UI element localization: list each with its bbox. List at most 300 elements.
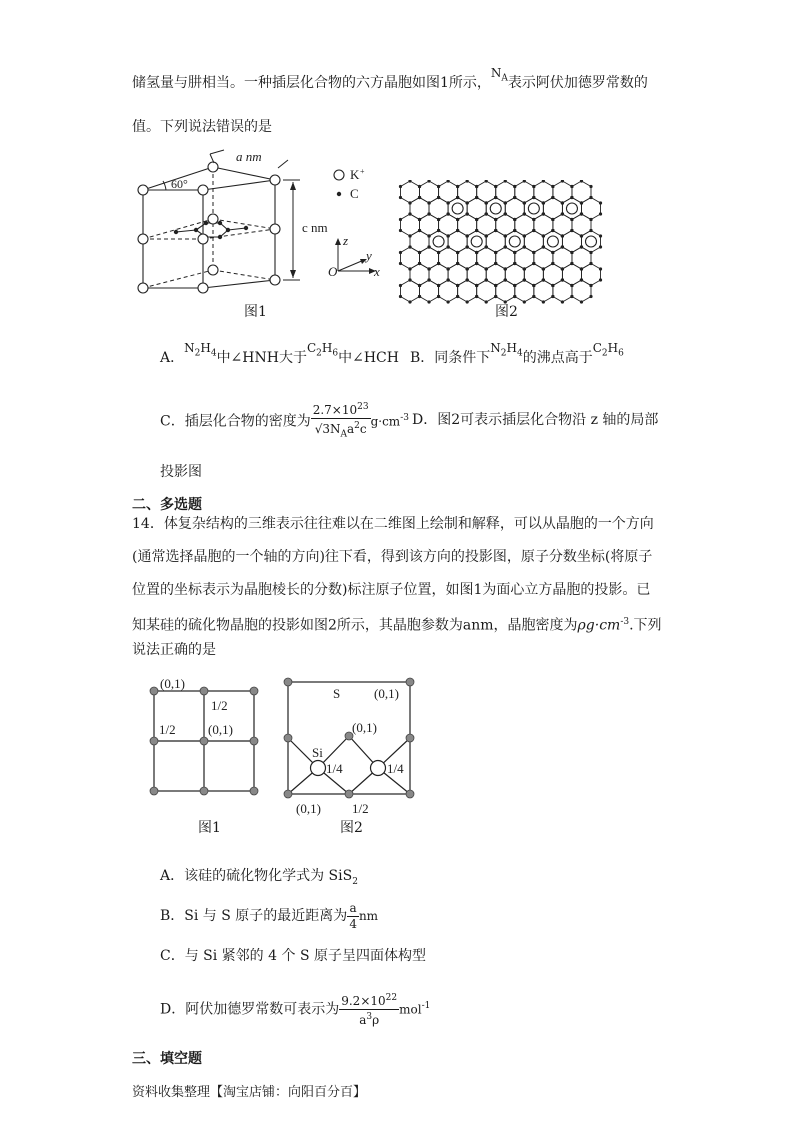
carbon-atom xyxy=(513,284,516,287)
q13-fig2-caption: 图2 xyxy=(495,304,518,320)
carbon-atom xyxy=(408,201,411,204)
label-s: S xyxy=(333,686,341,701)
hex-cell xyxy=(429,198,448,220)
carbon-atom xyxy=(437,196,440,199)
carbon-atom xyxy=(494,251,497,254)
q14-option-b[interactable]: B．Si 与 S 原子的最近距离为 $\frac{a}{4}$ nm xyxy=(160,900,379,931)
distance-fraction: $\frac{a}{4}$ xyxy=(349,900,357,931)
carbon-atom xyxy=(485,201,488,204)
carbon-atom xyxy=(437,262,440,265)
carbon-atom xyxy=(494,196,497,199)
hex-cell xyxy=(448,264,467,286)
axis-y: y xyxy=(366,248,372,263)
carbon-atom xyxy=(427,300,430,303)
carbon-atom xyxy=(523,300,526,303)
carbon-atom xyxy=(504,278,507,281)
hex-cell xyxy=(496,214,515,236)
carbon-atom xyxy=(456,262,459,265)
hex-cell xyxy=(496,181,515,203)
carbon-atom xyxy=(570,251,573,254)
carbon-atom xyxy=(551,251,554,254)
carbon-atom xyxy=(523,180,526,183)
carbon-atom xyxy=(542,212,545,215)
carbon-atom xyxy=(408,212,411,215)
carbon-atom xyxy=(408,300,411,303)
hex-cell xyxy=(534,214,553,236)
a-nm-label: a nm xyxy=(236,149,262,164)
q13-line2: 值。下列说法错误的是 xyxy=(132,119,272,135)
carbon-atom xyxy=(475,262,478,265)
label-01-top: (0,1) xyxy=(160,676,185,691)
hex-cell xyxy=(515,181,534,203)
label-half-bottom: 1/2 xyxy=(352,801,369,816)
carbon-atom xyxy=(589,185,592,188)
legend-k-sup: + xyxy=(360,167,365,176)
hex-cell xyxy=(420,280,439,302)
label-01-topright: (0,1) xyxy=(374,686,399,701)
q14-option-a[interactable]: A．该硅的硫化物化学式为 SiS$_2$ xyxy=(160,868,358,887)
carbon-atom xyxy=(418,251,421,254)
carbon-atom xyxy=(418,295,421,298)
carbon-atom xyxy=(408,234,411,237)
hex-cell xyxy=(410,264,429,286)
carbon-atom xyxy=(466,212,469,215)
carbon-atom xyxy=(542,234,545,237)
carbon-atom xyxy=(551,185,554,188)
carbon-atom xyxy=(532,262,535,265)
carbon-atom xyxy=(570,196,573,199)
q13-option-a[interactable]: A．$N_2H_4$中∠HNH大于$C_2H_6$中∠HCH xyxy=(160,341,399,366)
hex-cell xyxy=(572,214,591,236)
q13-fig1-hex-cell xyxy=(128,148,388,323)
hex-cell xyxy=(420,214,439,236)
carbon-atom xyxy=(447,234,450,237)
carbon-atom xyxy=(427,201,430,204)
hex-cell xyxy=(439,247,458,269)
angle-label: 60° xyxy=(171,177,188,191)
carbon-atom xyxy=(447,245,450,248)
carbon-atom xyxy=(542,180,545,183)
carbon-atom xyxy=(485,180,488,183)
hex-cell xyxy=(581,198,600,220)
hex-cell xyxy=(543,264,562,286)
label-half-left: 1/2 xyxy=(159,722,176,737)
carbon-atom xyxy=(485,267,488,270)
carbon-atom xyxy=(456,196,459,199)
q14-option-c[interactable]: C．与 Si 紧邻的 4 个 S 原子呈四面体构型 xyxy=(160,948,426,964)
carbon-atom xyxy=(570,218,573,221)
carbon-atom xyxy=(513,229,516,232)
hex-cell xyxy=(505,198,524,220)
carbon-atom xyxy=(551,218,554,221)
carbon-atom xyxy=(504,212,507,215)
carbon-atom xyxy=(466,300,469,303)
label-quarter-right: 1/4 xyxy=(387,761,404,776)
q14-fig2-sis-projection xyxy=(280,670,420,820)
carbon-atom xyxy=(447,278,450,281)
carbon-atom xyxy=(580,180,583,183)
density-fraction: $\frac{2.7\times 10^{23}}{√3N_Aa^2c}$ xyxy=(312,402,369,440)
carbon-atom xyxy=(513,262,516,265)
hex-cell xyxy=(400,280,419,302)
carbon-atom xyxy=(475,196,478,199)
hex-cell xyxy=(410,231,429,253)
potassium-ion xyxy=(433,236,444,247)
carbon-atom xyxy=(456,284,459,287)
carbon-atom xyxy=(447,201,450,204)
hex-cell xyxy=(477,214,496,236)
hex-cell xyxy=(477,247,496,269)
hex-cell xyxy=(496,247,515,269)
carbon-atom xyxy=(399,196,402,199)
hex-cell xyxy=(524,264,543,286)
carbon-atom xyxy=(580,267,583,270)
carbon-atom xyxy=(399,218,402,221)
hex-cell xyxy=(572,181,591,203)
hex-cell xyxy=(486,264,505,286)
hex-cell xyxy=(562,231,581,253)
q13-option-c[interactable]: C．插层化合物的密度为 $\frac{2.7\times 10^{23}}{√3N_Aa^2c}$ $g\cdot cm^{-3}$ xyxy=(160,396,409,440)
q13-option-d[interactable]: D．图2可表示插层化合物沿 z 轴的局部 xyxy=(412,412,659,428)
hex-cell xyxy=(467,264,486,286)
carbon-atom xyxy=(523,245,526,248)
footer-text: 资料收集整理【淘宝店铺：向阳百分百】 xyxy=(132,1085,367,1100)
hex-cell xyxy=(553,214,572,236)
carbon-atom xyxy=(437,284,440,287)
hex-cell xyxy=(400,181,419,203)
carbon-atom xyxy=(485,212,488,215)
carbon-atom xyxy=(485,245,488,248)
hex-cell xyxy=(439,280,458,302)
hex-cell xyxy=(553,247,572,269)
hex-cell xyxy=(553,181,572,203)
carbon-atom xyxy=(494,295,497,298)
carbon-atom xyxy=(475,218,478,221)
q14-line3: 位置的坐标表示为晶胞棱长的分数)标注原子位置，如图1为面心立方晶胞的投影。已 xyxy=(132,582,651,598)
hex-cell xyxy=(477,280,496,302)
q14-fig1-fcc-projection xyxy=(145,676,270,806)
carbon-atom xyxy=(437,185,440,188)
carbon-atom xyxy=(570,295,573,298)
q14-line4: 知某硅的硫化物晶胞的投影如图2所示，其晶胞参数为anm，晶胞密度为$\rho g\cdot cm^{-3}$.下列 xyxy=(132,617,662,634)
carbon-atom xyxy=(523,212,526,215)
potassium-ion xyxy=(452,203,463,214)
carbon-atom xyxy=(570,229,573,232)
carbon-atom xyxy=(485,278,488,281)
carbon-atom xyxy=(589,295,592,298)
carbon-atom xyxy=(466,278,469,281)
carbon-atom xyxy=(447,212,450,215)
carbon-atom xyxy=(399,229,402,232)
carbon-atom xyxy=(494,284,497,287)
carbon-atom xyxy=(599,267,602,270)
carbon-atom xyxy=(532,295,535,298)
hex-cell xyxy=(486,231,505,253)
hex-cell xyxy=(400,214,419,236)
section3-title: 三、填空题 xyxy=(132,1051,202,1067)
carbon-atom xyxy=(466,245,469,248)
carbon-atom xyxy=(551,295,554,298)
q14-line2: (通常选择晶胞的一个轴的方向)往下看，得到该方向的投影图，原子分数坐标(将原子 xyxy=(132,549,653,565)
q13-fig1-caption: 图1 xyxy=(244,304,267,320)
carbon-atom xyxy=(456,185,459,188)
hex-cell xyxy=(515,247,534,269)
carbon-atom xyxy=(427,234,430,237)
hex-cell xyxy=(439,181,458,203)
carbon-atom xyxy=(561,300,564,303)
carbon-atom xyxy=(532,185,535,188)
potassium-ion xyxy=(547,236,558,247)
carbon-atom xyxy=(408,245,411,248)
carbon-atom xyxy=(523,234,526,237)
carbon-atom xyxy=(504,245,507,248)
hex-cell xyxy=(458,214,477,236)
q14-line5: 说法正确的是 xyxy=(132,642,216,658)
legend-k: K xyxy=(350,167,360,182)
carbon-atom xyxy=(475,229,478,232)
carbon-atom xyxy=(561,267,564,270)
label-01-bottom: (0,1) xyxy=(296,801,321,816)
carbon-atom xyxy=(580,245,583,248)
hex-cell xyxy=(572,280,591,302)
carbon-atom xyxy=(399,262,402,265)
carbon-atom xyxy=(589,284,592,287)
carbon-atom xyxy=(589,196,592,199)
carbon-atom xyxy=(580,212,583,215)
axis-x: x xyxy=(374,264,380,279)
hex-cell xyxy=(524,231,543,253)
potassium-ion xyxy=(566,203,577,214)
potassium-ion xyxy=(490,203,501,214)
carbon-atom xyxy=(475,284,478,287)
carbon-atom xyxy=(418,229,421,232)
axis-o: O xyxy=(328,264,338,279)
carbon-atom xyxy=(561,234,564,237)
carbon-atom xyxy=(551,229,554,232)
carbon-atom xyxy=(466,234,469,237)
carbon-atom xyxy=(504,201,507,204)
carbon-atom xyxy=(475,185,478,188)
carbon-atom xyxy=(494,218,497,221)
carbon-atom xyxy=(599,245,602,248)
hex-cell xyxy=(458,181,477,203)
carbon-atom xyxy=(418,196,421,199)
potassium-ion xyxy=(509,236,520,247)
carbon-atom xyxy=(494,262,497,265)
carbon-atom xyxy=(580,278,583,281)
si-atom-left xyxy=(311,761,326,776)
carbon-atom xyxy=(456,251,459,254)
carbon-atom xyxy=(408,278,411,281)
hex-cell xyxy=(458,247,477,269)
carbon-atom xyxy=(532,196,535,199)
carbon-atom xyxy=(532,284,535,287)
hex-cell xyxy=(410,198,429,220)
carbon-atom xyxy=(456,229,459,232)
carbon-atom xyxy=(399,185,402,188)
carbon-atom xyxy=(589,262,592,265)
hex-cell xyxy=(553,280,572,302)
hex-cell xyxy=(429,264,448,286)
carbon-atom xyxy=(427,180,430,183)
k-legend-icon xyxy=(334,170,344,180)
c-legend-icon xyxy=(337,192,341,196)
carbon-atom xyxy=(485,234,488,237)
carbon-atom xyxy=(589,229,592,232)
carbon-atom xyxy=(551,284,554,287)
carbon-atom xyxy=(561,245,564,248)
carbon-atom xyxy=(532,229,535,232)
carbon-atom xyxy=(551,196,554,199)
carbon-atom xyxy=(599,278,602,281)
hex-cell xyxy=(448,231,467,253)
q13-option-b[interactable]: B．同条件下$N_2H_4$的沸点高于$C_2H_6$ xyxy=(410,341,624,366)
carbon-atom xyxy=(599,234,602,237)
carbon-atom xyxy=(561,212,564,215)
carbon-atom xyxy=(418,262,421,265)
hex-cell xyxy=(420,247,439,269)
carbon-atom xyxy=(599,212,602,215)
carbon-atom xyxy=(532,218,535,221)
hex-cell xyxy=(515,214,534,236)
carbon-atom xyxy=(418,284,421,287)
carbon-atom xyxy=(427,212,430,215)
carbon-atom xyxy=(513,218,516,221)
label-01-mid: (0,1) xyxy=(352,720,377,735)
carbon-atom xyxy=(542,245,545,248)
carbon-atom xyxy=(523,201,526,204)
carbon-atom xyxy=(570,284,573,287)
carbon-atom xyxy=(561,180,564,183)
carbon-atom xyxy=(504,267,507,270)
carbon-atom xyxy=(466,201,469,204)
hex-cell xyxy=(496,280,515,302)
carbon-atom xyxy=(447,267,450,270)
hex-cell xyxy=(515,280,534,302)
carbon-atom xyxy=(408,180,411,183)
q14-option-d[interactable]: D．阿伏加德罗常数可表示为 $\frac{9.2\times 10^{22}}{a^3\rho}$ mol$^{-1}$ xyxy=(160,993,431,1028)
carbon-atom xyxy=(456,218,459,221)
label-half-right: 1/2 xyxy=(211,698,228,713)
hex-cell xyxy=(534,247,553,269)
q13-line1: 储氢量与肼相当。一种插层化合物的六方晶胞如图1所示，$N_A$表示阿伏加德罗常数的 xyxy=(132,66,648,91)
carbon-atom xyxy=(542,267,545,270)
carbon-atom xyxy=(570,185,573,188)
hex-cell xyxy=(467,198,486,220)
carbon-atom xyxy=(513,185,516,188)
carbon-atom xyxy=(456,295,459,298)
carbon-atom xyxy=(485,300,488,303)
q14-fig1-caption: 图1 xyxy=(198,820,221,836)
potassium-ion xyxy=(585,236,596,247)
hex-cell xyxy=(534,181,553,203)
hex-cell xyxy=(572,247,591,269)
hex-cell xyxy=(439,214,458,236)
carbon-atom xyxy=(399,284,402,287)
carbon-atom xyxy=(513,251,516,254)
carbon-atom xyxy=(475,295,478,298)
carbon-atom xyxy=(542,278,545,281)
carbon-atom xyxy=(542,300,545,303)
carbon-atom xyxy=(580,201,583,204)
potassium-ion xyxy=(471,236,482,247)
carbon-atom xyxy=(570,262,573,265)
hex-cell xyxy=(505,264,524,286)
carbon-atom xyxy=(523,278,526,281)
label-si: Si xyxy=(312,745,323,760)
carbon-atom xyxy=(494,229,497,232)
carbon-atom xyxy=(523,267,526,270)
carbon-atom xyxy=(447,180,450,183)
carbon-atom xyxy=(427,278,430,281)
carbon-atom xyxy=(399,295,402,298)
carbon-atom xyxy=(466,180,469,183)
carbon-atom xyxy=(437,251,440,254)
carbon-atom xyxy=(589,251,592,254)
si-atom-right xyxy=(371,761,386,776)
hex-cell xyxy=(543,198,562,220)
q14-fig2-caption: 图2 xyxy=(340,820,363,836)
label-quarter-left: 1/4 xyxy=(326,761,343,776)
carbon-atom xyxy=(408,267,411,270)
carbon-atom xyxy=(551,262,554,265)
carbon-atom xyxy=(494,185,497,188)
hex-cell xyxy=(420,181,439,203)
q14-line1: 14．体复杂结构的三维表示往往难以在二维图上绘制和解释，可以从晶胞的一个方向 xyxy=(132,516,654,532)
carbon-atom xyxy=(589,218,592,221)
axis-z: z xyxy=(343,233,349,248)
carbon-atom xyxy=(427,267,430,270)
na-symbol: $N_A$ xyxy=(490,66,508,84)
avogadro-fraction: $\frac{9.2\times 10^{22}}{a^3\rho}$ xyxy=(341,993,398,1028)
carbon-atom xyxy=(427,245,430,248)
carbon-atom xyxy=(437,229,440,232)
carbon-atom xyxy=(580,234,583,237)
carbon-atom xyxy=(513,196,516,199)
hex-cell xyxy=(581,264,600,286)
carbon-atom xyxy=(599,201,602,204)
hex-cell xyxy=(534,280,553,302)
legend-c: C xyxy=(350,186,359,201)
carbon-atom xyxy=(513,295,516,298)
carbon-atom xyxy=(532,251,535,254)
hex-cell xyxy=(400,247,419,269)
carbon-atom xyxy=(418,185,421,188)
carbon-atom xyxy=(561,201,564,204)
carbon-atom xyxy=(475,251,478,254)
carbon-atom xyxy=(466,267,469,270)
carbon-atom xyxy=(504,234,507,237)
q13-fig2-honeycomb xyxy=(398,180,608,305)
carbon-atom xyxy=(447,300,450,303)
potassium-ion xyxy=(528,203,539,214)
c-nm-label: c nm xyxy=(302,220,328,235)
carbon-atom xyxy=(418,218,421,221)
q13-option-d-cont: 投影图 xyxy=(160,464,202,480)
carbon-atom xyxy=(561,278,564,281)
section2-title: 二、多选题 xyxy=(132,497,202,513)
carbon-atom xyxy=(580,300,583,303)
hex-cell xyxy=(458,280,477,302)
carbon-atom xyxy=(504,180,507,183)
carbon-atom xyxy=(542,201,545,204)
carbon-atom xyxy=(437,295,440,298)
hex-cell xyxy=(562,264,581,286)
label-01-center: (0,1) xyxy=(208,722,233,737)
hex-cell xyxy=(477,181,496,203)
carbon-atom xyxy=(437,218,440,221)
carbon-atom xyxy=(399,251,402,254)
